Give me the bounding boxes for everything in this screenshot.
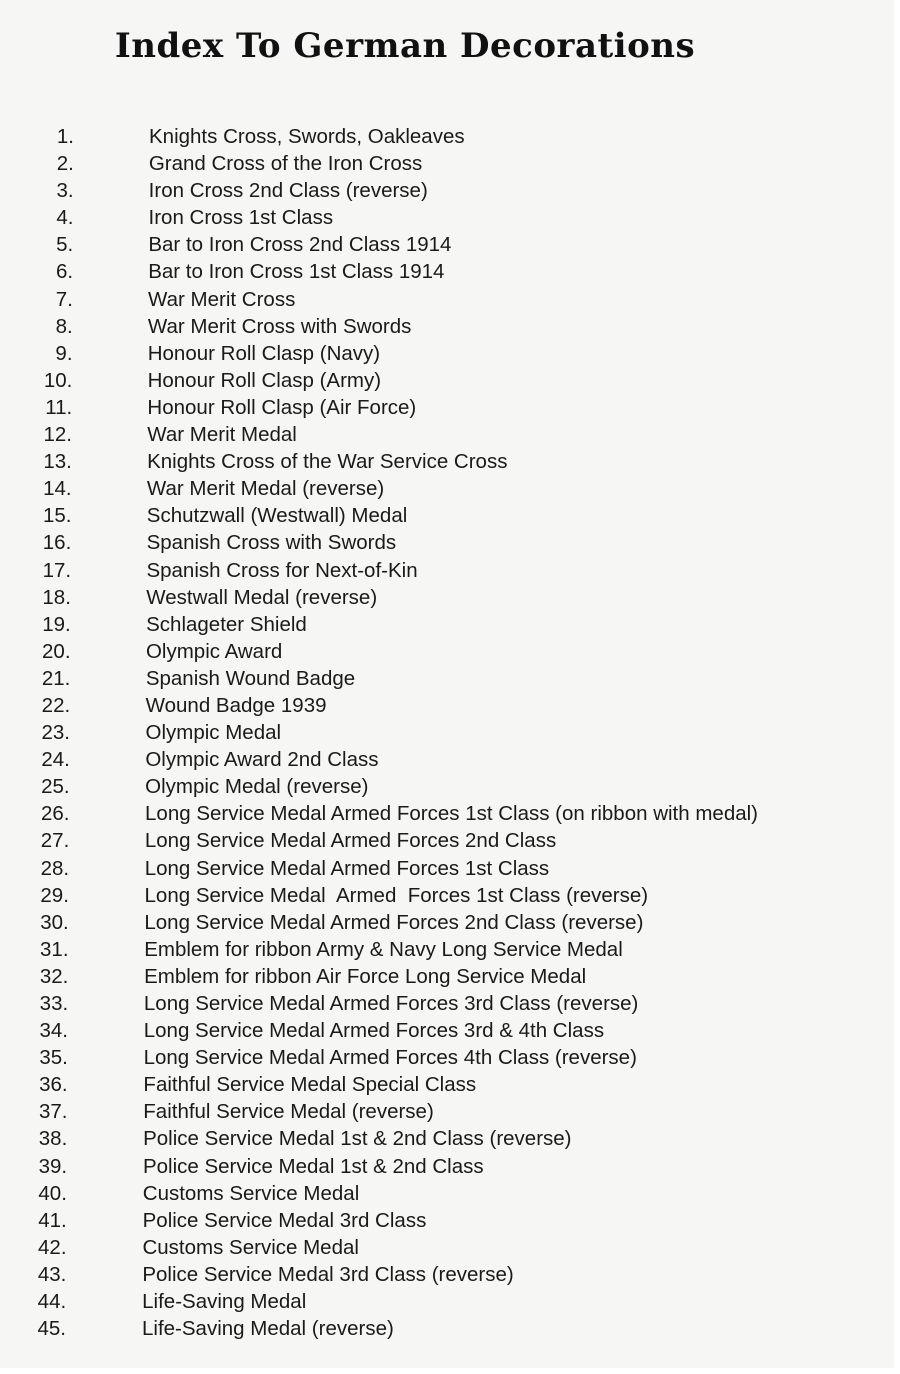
page-title: Index To German Decorations [114, 26, 696, 66]
entry-number: 42. [38, 1235, 67, 1259]
entry-number: 33. [39, 992, 69, 1015]
entry-title: Police Service Medal 1st & 2nd Class [142, 1154, 484, 1178]
entry-number: 22. [41, 693, 71, 717]
index-entry [0, 990, 890, 1017]
entry-number: 17. [42, 558, 72, 582]
entry-title: War Merit Medal [147, 423, 297, 447]
entry-title: Long Service Medal Armed Forces 4th Class (reverse) [143, 1046, 637, 1070]
entry-number: 24. [41, 748, 70, 772]
index-entry [0, 177, 890, 204]
entry-title: Olympic Medal (reverse) [145, 775, 369, 799]
entry-title: Schlageter Shield [146, 612, 307, 636]
entry-title: Honour Roll Clasp (Navy) [147, 341, 381, 365]
entry-title: Olympic Medal [145, 721, 282, 745]
index-entry [0, 367, 890, 394]
entry-number: 36. [39, 1073, 68, 1097]
index-entry [0, 1234, 890, 1261]
index-entry [0, 1261, 890, 1288]
entry-title: Long Service Medal Armed Forces 2nd Class (reverse) [144, 910, 644, 934]
entry-title: Customs Service Medal [142, 1235, 359, 1259]
index-entry [0, 611, 890, 638]
decoration-index-list [0, 123, 890, 1342]
entry-number: 6. [55, 260, 74, 284]
entry-title: Knights Cross of the War Service Cross [147, 450, 508, 474]
entry-title: Knights Cross, Swords, Oakleaves [149, 125, 465, 148]
entry-title: Spanish Cross for Next-of-Kin [146, 558, 418, 582]
index-entry [0, 448, 890, 475]
entry-title: Faithful Service Medal (reverse) [143, 1100, 434, 1124]
entry-title: Emblem for ribbon Air Force Long Service Medal [144, 964, 587, 988]
entry-number: 23. [41, 721, 70, 745]
entry-number: 18. [42, 585, 71, 609]
entry-number: 21. [41, 666, 71, 690]
entry-number: 37. [38, 1100, 68, 1124]
entry-number: 14. [43, 477, 72, 501]
entry-number: 9. [55, 341, 73, 365]
index-entry [0, 1207, 890, 1234]
entry-number: 20. [42, 639, 71, 663]
entry-number: 5. [56, 233, 74, 257]
index-entry [0, 1180, 890, 1207]
entry-title: Life-Saving Medal [142, 1290, 307, 1314]
entry-title: Customs Service Medal [142, 1181, 360, 1205]
entry-title: Police Service Medal 3rd Class (reverse) [142, 1262, 514, 1286]
entry-number: 2. [56, 152, 74, 176]
entry-number: 38. [38, 1127, 68, 1151]
index-entry [0, 502, 890, 529]
index-entry [0, 231, 890, 258]
index-entry [0, 123, 890, 150]
entry-number: 15. [42, 504, 72, 528]
index-entry [0, 692, 890, 719]
entry-number: 32. [39, 964, 69, 988]
index-entry [0, 584, 890, 611]
entry-title: Grand Cross of the Iron Cross [148, 152, 423, 176]
entry-number: 29. [40, 883, 69, 907]
entry-title: Long Service Medal Armed Forces 1st Class (reverse) [144, 883, 649, 907]
entry-title: Long Service Medal Armed Forces 1st Class (on ribbon with medal) [145, 802, 759, 826]
entry-number: 3. [56, 179, 74, 203]
entry-number: 41. [38, 1208, 67, 1232]
entry-title: Police Service Medal 3rd Class [142, 1208, 427, 1232]
index-entry [0, 1288, 890, 1315]
entry-title: Olympic Award [145, 639, 283, 663]
index-entry [0, 800, 890, 827]
index-entry [0, 150, 890, 177]
index-entry [0, 1098, 890, 1125]
index-entry [0, 936, 890, 963]
entry-number: 11. [45, 395, 73, 419]
entry-title: Spanish Wound Badge [145, 666, 356, 690]
entry-title: Schutzwall (Westwall) Medal [146, 504, 408, 528]
index-entry [0, 746, 890, 773]
index-entry [0, 719, 890, 746]
entry-title: Honour Roll Clasp (Air Force) [147, 395, 417, 419]
entry-number: 8. [55, 314, 73, 338]
entry-title: Bar to Iron Cross 2nd Class 1914 [148, 233, 452, 257]
index-entry [0, 827, 890, 854]
index-entry [0, 394, 890, 421]
entry-number: 39. [38, 1154, 68, 1178]
index-entry [0, 258, 890, 285]
entry-number: 35. [39, 1046, 68, 1070]
entry-number: 4. [56, 206, 74, 230]
entry-title: Spanish Cross with Swords [146, 531, 397, 555]
index-entry [0, 638, 890, 665]
entry-title: War Merit Cross with Swords [147, 314, 412, 338]
entry-title: Westwall Medal (reverse) [146, 585, 378, 609]
entry-number: 34. [39, 1019, 68, 1043]
index-entry [0, 1153, 890, 1180]
entry-title: Olympic Award 2nd Class [145, 748, 379, 772]
entry-number: 31. [40, 937, 69, 961]
entry-title: Bar to Iron Cross 1st Class 1914 [148, 260, 445, 284]
index-entry [0, 204, 890, 231]
index-entry [0, 529, 890, 556]
entry-number: 40. [38, 1181, 67, 1205]
entry-number: 43. [37, 1262, 67, 1286]
entry-title: Long Service Medal Armed Forces 1st Class [144, 856, 550, 880]
index-entry [0, 1071, 890, 1098]
entry-number: 7. [55, 287, 73, 311]
entry-number: 16. [42, 531, 72, 555]
entry-number: 25. [41, 775, 70, 799]
index-entry [0, 665, 890, 692]
index-entry [0, 557, 890, 584]
entry-title: Police Service Medal 1st & 2nd Class (reverse) [143, 1127, 572, 1151]
entry-title: Iron Cross 1st Class [148, 206, 334, 230]
entry-title: Faithful Service Medal Special Class [143, 1073, 477, 1097]
index-entry [0, 882, 890, 909]
index-entry [0, 286, 890, 313]
entry-number: 10. [43, 368, 73, 392]
entry-title: War Merit Cross [148, 287, 296, 311]
index-entry [0, 909, 890, 936]
index-entry [0, 313, 890, 340]
index-entry [0, 475, 890, 502]
entry-number: 30. [40, 910, 69, 934]
index-entry [0, 963, 890, 990]
index-entry [0, 340, 890, 367]
entry-title: Iron Cross 2nd Class (reverse) [148, 179, 428, 203]
index-entry [0, 1017, 890, 1044]
index-entry [0, 855, 890, 882]
index-entry [0, 1315, 890, 1342]
entry-title: Long Service Medal Armed Forces 2nd Class [144, 829, 557, 853]
entry-title: War Merit Medal (reverse) [146, 477, 385, 501]
entry-number: 45. [37, 1317, 66, 1341]
entry-number: 19. [42, 612, 71, 636]
index-entry [0, 1044, 890, 1071]
entry-title: Wound Badge 1939 [145, 693, 327, 717]
index-entry [0, 773, 890, 800]
entry-title: Life-Saving Medal (reverse) [142, 1317, 394, 1341]
entry-number: 1. [56, 125, 74, 148]
entry-number: 28. [40, 856, 70, 880]
entry-number: 27. [40, 829, 70, 853]
entry-title: Honour Roll Clasp (Army) [147, 368, 382, 392]
index-entry [0, 1125, 890, 1152]
entry-title: Long Service Medal Armed Forces 3rd Class (reverse) [143, 992, 639, 1015]
entry-title: Emblem for ribbon Army & Navy Long Service Medal [144, 937, 623, 961]
entry-number: 12. [43, 423, 72, 447]
entry-title: Long Service Medal Armed Forces 3rd & 4th Class [143, 1019, 605, 1043]
entry-number: 26. [40, 802, 70, 826]
entry-number: 13. [43, 450, 72, 474]
entry-number: 44. [37, 1290, 67, 1314]
index-entry [0, 421, 890, 448]
